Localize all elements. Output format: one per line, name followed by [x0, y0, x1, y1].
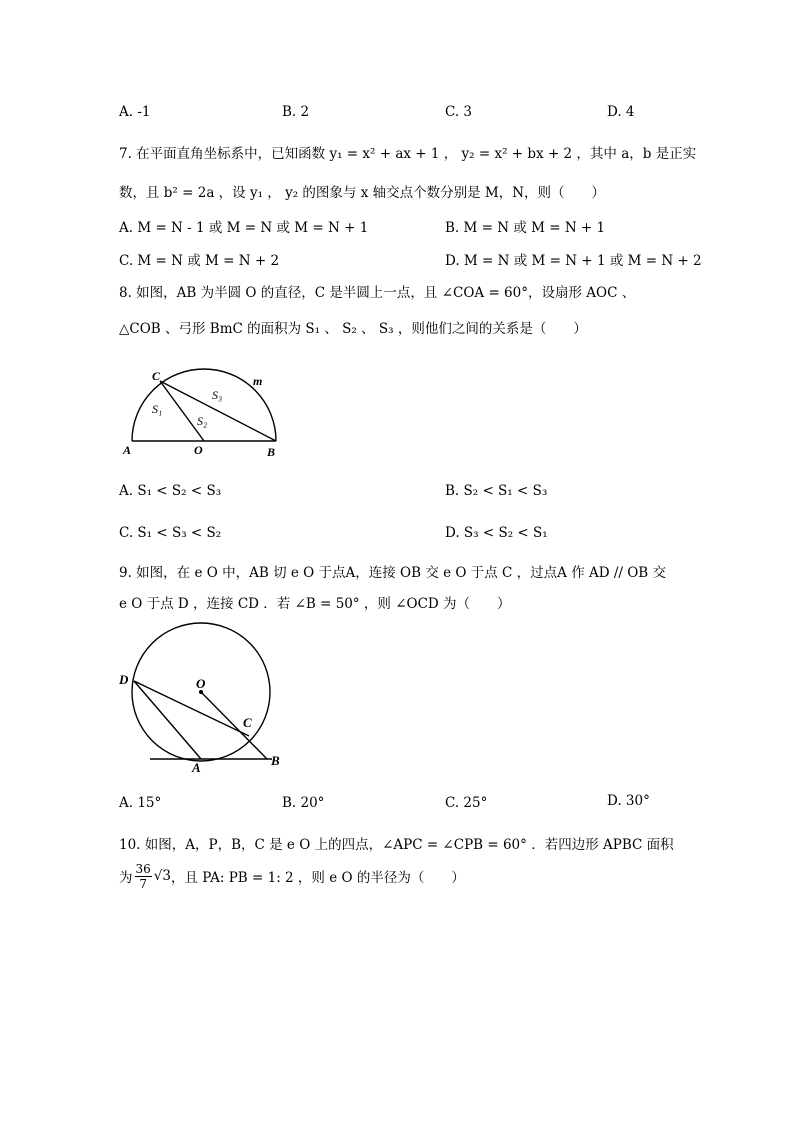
- q10-suffix: ，且 PA: PB = 1: 2 ，则 e O 的半径为（ ）: [170, 870, 465, 886]
- segment-da: [134, 681, 201, 759]
- label-o: O: [196, 676, 206, 691]
- segment-dc: [134, 681, 249, 736]
- label-s2: S₂: [197, 414, 208, 428]
- q9-option-a: A. 15°: [119, 795, 162, 811]
- q7-stem-line2: 数，且 b² = 2a ，设 y₁ ， y₂ 的图象与 x 轴交点个数分别是 M，N，则（ ）: [119, 185, 606, 201]
- q6-option-d: D. 4: [607, 104, 635, 120]
- q9-option-d: D. 30°: [607, 793, 650, 809]
- q8-option-d: D. S₃ < S₂ < S₁: [445, 525, 548, 541]
- q10-stem-line2: [119, 856, 465, 896]
- q7-option-a: A. M = N - 1 或 M = N 或 M = N + 1: [119, 220, 369, 236]
- q7-option-b: B. M = N 或 M = N + 1: [445, 220, 606, 236]
- q7-stem-line1: 7. 在平面直角坐标系中，已知函数 y₁ = x² + ax + 1 ， y₂ = x² + bx + 2 ，其中 a，b 是正实: [119, 146, 697, 162]
- q8-option-c: C. S₁ < S₃ < S₂: [119, 525, 222, 541]
- label-c: C: [152, 369, 161, 383]
- q7-option-c: C. M = N 或 M = N + 2: [119, 253, 280, 269]
- q8-stem-line2: △COB 、弓形 BmC 的面积为 S₁ 、 S₂ 、 S₃ ，则他们之间的关系是（ ）: [119, 321, 587, 337]
- q8-option-a: A. S₁ < S₂ < S₃: [119, 483, 222, 499]
- label-o: O: [194, 443, 203, 457]
- label-s3: S₃: [212, 388, 223, 402]
- label-d: D: [119, 672, 129, 687]
- q10-stem-line1: 10. 如图，A，P，B，C 是 e O 上的四点，∠APC = ∠CPB = 60° ．若四边形 APBC 面积: [119, 837, 674, 853]
- label-b: B: [267, 445, 276, 459]
- q9-stem-line2: e O 于点 D ，连接 CD ．若 ∠B = 50° ，则 ∠OCD 为（ ）: [119, 596, 511, 612]
- label-b: B: [271, 753, 280, 768]
- q6-option-c: C. 3: [445, 104, 473, 120]
- q8-semicircle-figure: [120, 360, 290, 460]
- q8-stem-line1: 8. 如图，AB 为半圆 O 的直径，C 是半圆上一点，且 ∠COA = 60°，设扇形 AOC 、: [119, 285, 636, 301]
- label-m: m: [253, 374, 263, 388]
- label-s1: S₁: [152, 402, 163, 416]
- segment-oc: [160, 381, 204, 441]
- label-c: C: [243, 715, 252, 730]
- q10-fraction: [135, 862, 152, 891]
- q6-option-b: B. 2: [282, 104, 310, 120]
- q8-option-b: B. S₂ < S₁ < S₃: [445, 483, 548, 499]
- label-a: A: [192, 760, 201, 775]
- q10-sqrt: √3: [153, 868, 171, 884]
- q10-fraction-numerator: 36: [135, 861, 151, 876]
- q6-option-a: A. -1: [119, 104, 151, 120]
- q9-circle-figure: [112, 615, 302, 775]
- q10-fraction-denominator: 7: [139, 876, 147, 891]
- q9-option-c: C. 25°: [445, 795, 488, 811]
- q7-option-d: D. M = N 或 M = N + 1 或 M = N + 2: [445, 253, 702, 269]
- q9-stem-line1: 9. 如图，在 e O 中，AB 切 e O 于点A，连接 OB 交 e O 于点 C ，过点A 作 AD // OB 交: [119, 565, 667, 581]
- label-a: A: [123, 443, 132, 457]
- segment-ob: [201, 692, 267, 759]
- q10-prefix: 为: [119, 870, 133, 886]
- q9-option-b: B. 20°: [282, 795, 325, 811]
